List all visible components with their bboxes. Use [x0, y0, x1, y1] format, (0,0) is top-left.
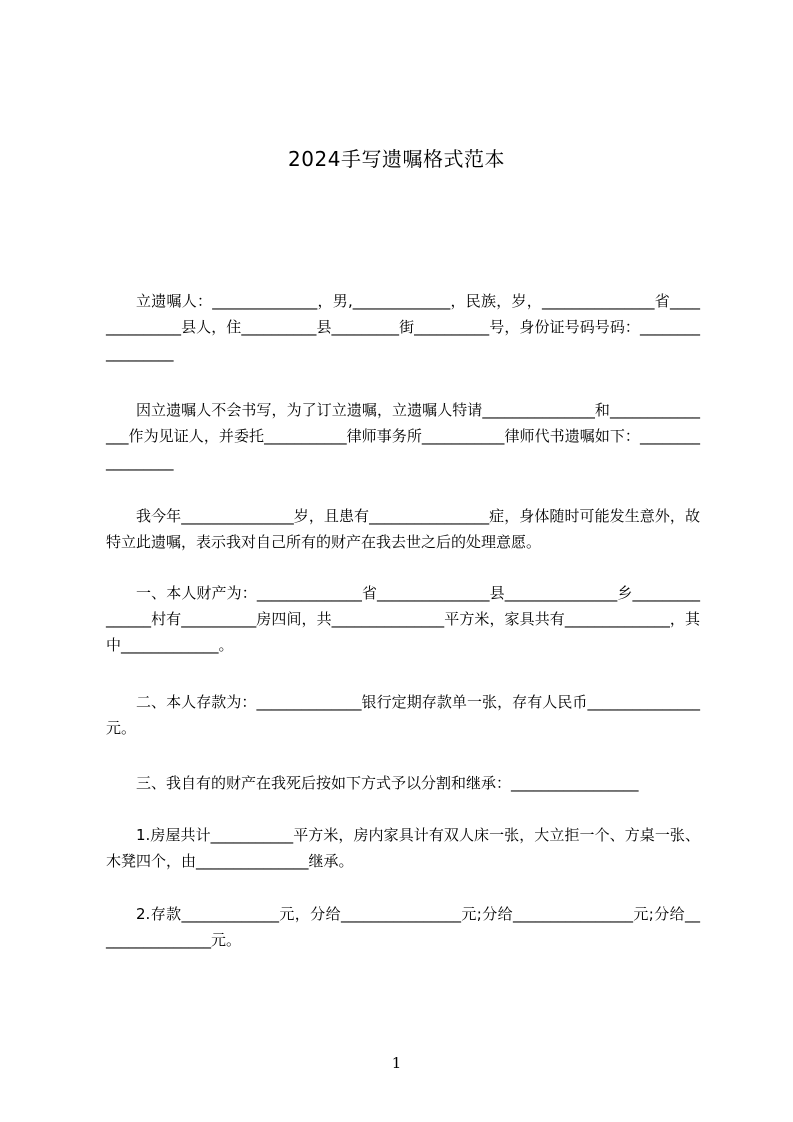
paragraph-property: 一、本人财产为：______________省_______________县_______________乡_______________村有__________房四间，共_______________平方米，家具共有______________，其中_____________。	[106, 584, 700, 654]
paragraph-deposits: 二、本人存款为：______________银行定期存款单一张，存有人民币_______________元。	[106, 693, 700, 737]
paragraph-testator-info: 立遗嘱人：______________，男,_____________，民族，岁，_______________省______________县人，住__________县_________街__________号，身份证号码号码：_________________	[106, 292, 700, 362]
paragraph-health-statement: 我今年_______________岁，且患有________________症，身体随时可能发生意外，故特立此遗嘱，表示我对自己所有的财产在我去世之后的处理意愿。	[106, 507, 700, 551]
paragraph-distribution: 三、我自有的财产在我死后按如下方式予以分割和继承：_________________	[136, 774, 639, 792]
document-title: 2024手写遗嘱格式范本	[288, 147, 505, 171]
paragraph-deposit-item: 2.存款_____________元，分给________________元;分给________________元;分给________________元。	[106, 905, 700, 949]
paragraph-witnesses: 因立遗嘱人不会书写，为了订立遗嘱，立遗嘱人特请_______________和_______________作为见证人，并委托___________律师事务所___________律师代书遗嘱如下：_________________	[106, 401, 700, 471]
paragraph-house-item: 1.房屋共计___________平方米，房内家具计有双人床一张，大立拒一个、方桌一张、木凳四个，由_______________继承。	[106, 826, 700, 870]
page-number: 1	[391, 1054, 402, 1072]
